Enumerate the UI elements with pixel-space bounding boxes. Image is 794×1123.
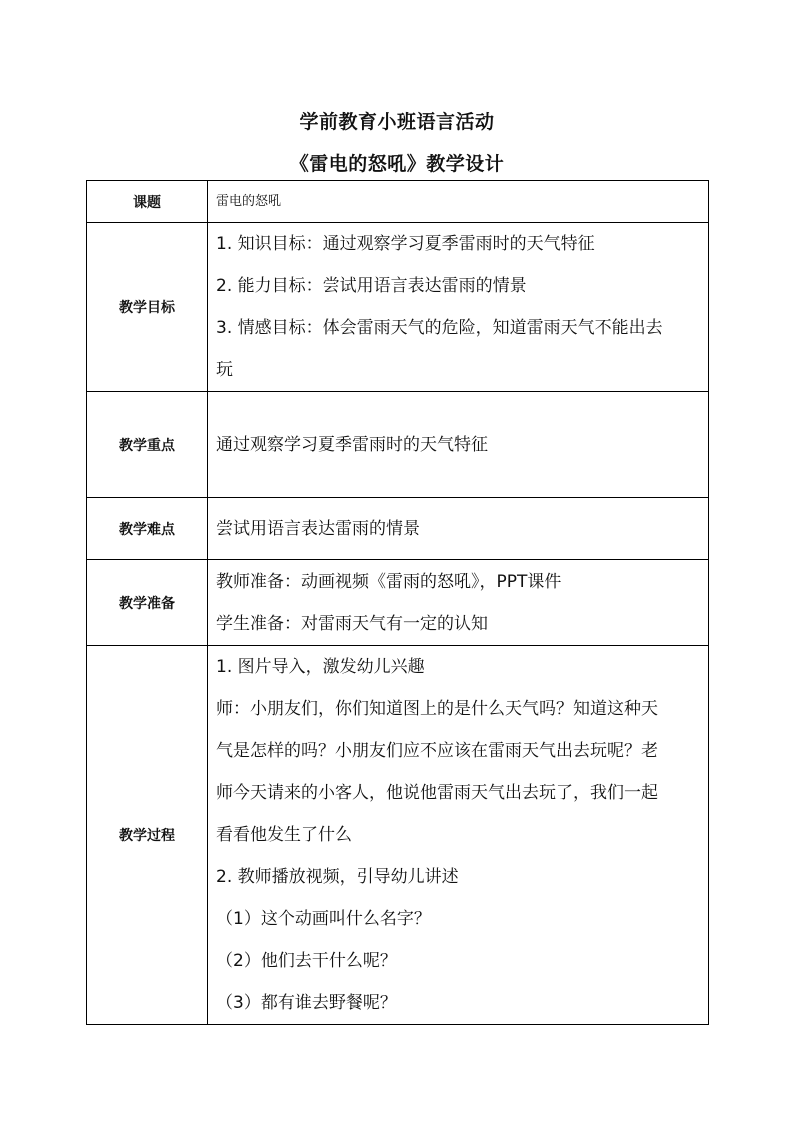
process-line: （2）他们去干什么呢？ — [216, 951, 397, 971]
process-line: （1）这个动画叫什么名字？ — [216, 909, 431, 929]
value-difficulties: 尝试用语言表达雷雨的情景 — [208, 498, 709, 560]
document-subtitle: 《雷电的怒吼》教学设计 — [289, 153, 505, 175]
value-topic: 雷电的怒吼 — [208, 181, 709, 223]
label-topic: 课题 — [87, 181, 208, 223]
process-line: 师：小朋友们，你们知道图上的是什么天气吗？知道这种天 — [216, 699, 658, 719]
objective-line: 3. 情感目标：体会雷雨天气的危险，知道雷雨天气不能出去 — [216, 318, 663, 338]
row-topic — [87, 181, 709, 223]
process-line: 2. 教师播放视频，引导幼儿讲述 — [216, 867, 459, 887]
document-title: 学前教育小班语言活动 — [299, 111, 495, 133]
objective-line: 玩 — [216, 360, 233, 380]
process-line: （3）都有谁去野餐呢？ — [216, 993, 397, 1013]
label-process: 教学过程 — [87, 646, 208, 1025]
process-line: 气是怎样的吗？小朋友们应不应该在雷雨天气出去玩呢？老 — [216, 741, 658, 761]
value-process — [208, 646, 709, 1025]
preparation-line: 教师准备：动画视频《雷雨的怒吼》，PPT课件 — [216, 571, 562, 592]
row-objectives — [87, 223, 709, 392]
lesson-plan-table — [86, 180, 709, 1025]
objective-line: 1. 知识目标：通过观察学习夏季雷雨时的天气特征 — [216, 234, 595, 254]
row-difficulties — [87, 498, 709, 560]
label-preparation: 教学准备 — [87, 560, 208, 646]
value-preparation — [208, 560, 709, 646]
label-key-points: 教学重点 — [87, 392, 208, 498]
row-preparation — [87, 560, 709, 646]
process-line: 1. 图片导入，激发幼儿兴趣 — [216, 657, 425, 677]
process-line: 看看他发生了什么 — [216, 825, 352, 845]
label-difficulties: 教学难点 — [87, 498, 208, 560]
label-objectives: 教学目标 — [87, 223, 208, 392]
process-line: 师今天请来的小客人，他说他雷雨天气出去玩了，我们一起 — [216, 783, 658, 803]
objective-line: 2. 能力目标：尝试用语言表达雷雨的情景 — [216, 276, 527, 296]
row-key-points — [87, 392, 709, 498]
value-key-points: 通过观察学习夏季雷雨时的天气特征 — [208, 392, 709, 498]
row-process — [87, 646, 709, 1025]
preparation-line: 学生准备：对雷雨天气有一定的认知 — [216, 613, 488, 634]
value-objectives — [208, 223, 709, 392]
